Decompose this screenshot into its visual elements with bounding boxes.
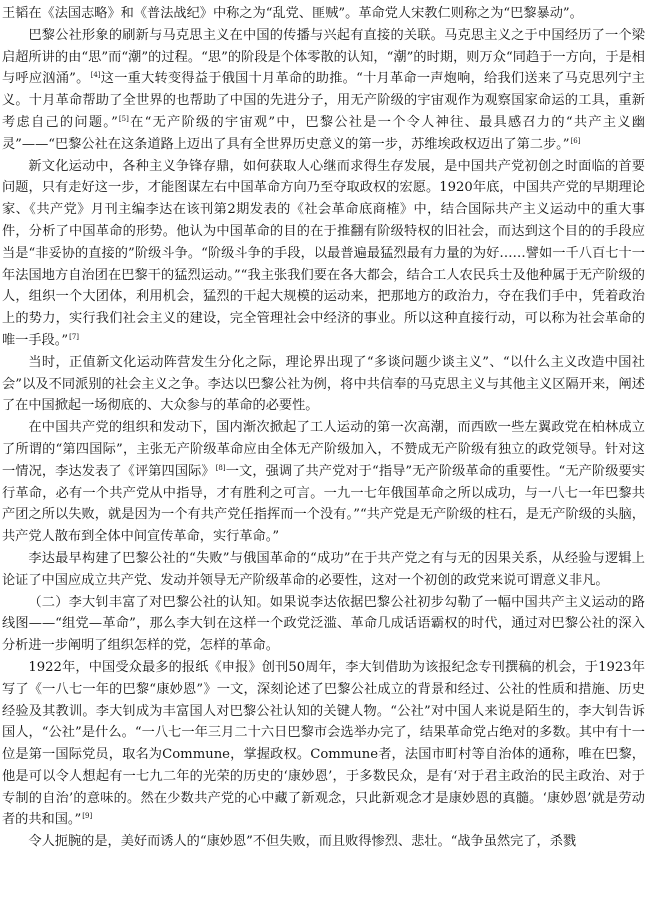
paragraph-text: 王韬在《法国志略》和《普法战纪》中称之为“乱党、匪贼”。革命党人宋教仁则称之为“巴黎暴动”。 bbox=[2, 6, 583, 21]
body-paragraph bbox=[2, 25, 645, 156]
footnote-reference: [8] bbox=[215, 463, 226, 472]
paragraph-text: 新文化运动中，各种主义争锋存鼎，如何获取人心继而求得生存发展，是中国共产党初创之时面临的首要问题，只有走好这一步，才能图谋左右中国革命方向乃至夺取政权的宏愿。1920年底，中国共产党的早期理论家、《共产党》月刊主编李达在该刊第2期发表的《社会革命底商榷》中，结合国际共产主义运动中的重大事件，分析了中国革命的形势。他认为中国革命的目的在于推翻有阶级特权的旧社会，而达到这个目的的手段应当是“非妥协的直接的”阶级斗争。“阶级斗争的手段，以最普遍最猛烈最有力量的为好……譬如一千八百七十一年法国地方自治团在巴黎干的猛烈运动。”“我主张我们要在各大都会，结合工人农民兵士及他种属于无产阶级的人，组织一个大团体，利用机会，猛烈的干起大规模的运动来，把那地方的政治力，夺在我们手中，凭着政治上的势力，实行我们社会主义的建设，完全管理社会中经济的事业。所以这种直接行动，可以称为社会革命的唯一手段。” bbox=[2, 158, 645, 348]
body-paragraph bbox=[2, 548, 645, 592]
footnote-reference: [6] bbox=[570, 136, 581, 145]
paragraph-text: 巴黎公社形象的刷新与马克思主义在中国的传播与兴起有直接的关联。马克思主义之于中国经历了一个梁启超所讲的由“思”而“潮”的过程。“思”的阶段是个体零散的认知，“潮”的时期，则万众“同趋于一方向，于是相与呼应汹涌”。 bbox=[2, 27, 645, 87]
body-paragraph bbox=[2, 592, 645, 657]
body-paragraph bbox=[2, 352, 645, 417]
paragraph-text: 当时，正值新文化运动阵营发生分化之际，理论界出现了“多谈问题少谈主义”、“以什么主义改造中国社会”以及不同派别的社会主义之争。李达以巴黎公社为例，将中共信奉的马克思主义与其他主义区隔开来，阐述了在中国掀起一场彻底的、大众参与的革命的必要性。 bbox=[2, 354, 645, 414]
paragraph-text: 这一重大转变得益于俄国十月革命的助推。“十月革命一声炮响，给我们送来了马克思列宁主义。十月革命帮助了全世界的也帮助了中国的先进分子，用无产阶级的宇宙观作为观察国家命运的工具，重新考虑自己的问题。” bbox=[2, 71, 645, 130]
footnote-reference: [7] bbox=[69, 332, 80, 341]
paragraph-text: 李达最早构建了巴黎公社的“失败”与俄国革命的“成功”在于共产党之有与无的因果关系，从经验与逻辑上论证了中国应成立共产党、发动并领导无产阶级革命的必要性，这对一个初创的政党来说可谓意义非凡。 bbox=[2, 550, 645, 588]
paragraph-text: 1922年，中国受众最多的报纸《申报》创刊50周年，李大钊借助为该报纪念专刊撰稿的机会，于1923年写了《一八七一年的巴黎“康妙恩”》一文，深刻论述了巴黎公社成立的背景和经过、公社的性质和措施、历史经验及其教训。李大钊成为丰富国人对巴黎公社认知的关键人物。“公社”对中国人来说是陌生的，李大钊告诉国人，“公社”是什么。“一八七一年三月二十六日巴黎市会选举办完了，结果革命党占绝对的多数。其中有十一位是第一国际党员，取名为Commune，掌握政权。Commune者，法国市町村等自治体的通称，唯在巴黎，他是可以令人想起有一七九二年的光荣的历史的‘康妙恩’，于多数民众，是有‘对于君主政治的民主政治、对于专制的自治’的意味的。然在少数共产党的心中藏了新观念，只此新观念才是康妙恩的真髓。‘康妙恩’就是劳动者的共和国。” bbox=[2, 659, 645, 828]
paragraph-text: 在“无产阶级的宇宙观”中，巴黎公社是一个令人神往、最具感召力的“共产主义幽灵”——“巴黎公社在这条道路上迈出了具有全世界历史意义的第一步，苏维埃政权迈出了第二步。” bbox=[2, 114, 645, 152]
body-paragraph bbox=[2, 657, 645, 831]
paragraph-text: （二）李大钊丰富了对巴黎公社的认知。如果说李达依据巴黎公社初步勾勒了一幅中国共产主义运动的路线图——“组党—革命”，那么李大钊在这样一个政党泛滥、革命几成话语霸权的时代，通过对巴黎公社的深入分析进一步阐明了组织怎样的党，怎样的革命。 bbox=[2, 594, 645, 654]
footnote-reference: [4] bbox=[90, 71, 101, 80]
body-paragraph bbox=[2, 3, 645, 25]
body-paragraph bbox=[2, 417, 645, 548]
body-paragraph bbox=[2, 156, 645, 352]
paragraph-text: 令人扼腕的是，美好而诱人的“康妙恩”不但失败，而且败得惨烈、悲壮。“战争虽然完了，杀戮 bbox=[28, 834, 577, 850]
footnote-reference: [9] bbox=[82, 812, 93, 821]
body-paragraph bbox=[2, 831, 645, 853]
paragraph-text: 一文，强调了共产党对于“指导”无产阶级革命的重要性。“无产阶级要实行革命，必有一个共产党从中指导，才有胜利之可言。一九一七年俄国革命之所以成功，与一八七一年巴黎共产团之所以失败，就是因为一个有共产党任指挥而一个没有。”“共产党是无产阶级的柱石，是无产阶级的头脑，共产党人散布到全体中间宣传革命，实行革命。” bbox=[2, 463, 645, 545]
document-page bbox=[2, 3, 645, 915]
paragraph-text: 在中国共产党的组织和发动下，国内渐次掀起了工人运动的第一次高潮，而西欧一些左翼政党在柏林成立了所谓的“第四国际”，主张无产阶级革命应由全体无产阶级加入，不赞成无产阶级有独立的政党领导。针对这一情况，李达发表了《评第四国际》 bbox=[2, 420, 645, 479]
footnote-reference: [5] bbox=[118, 114, 129, 123]
